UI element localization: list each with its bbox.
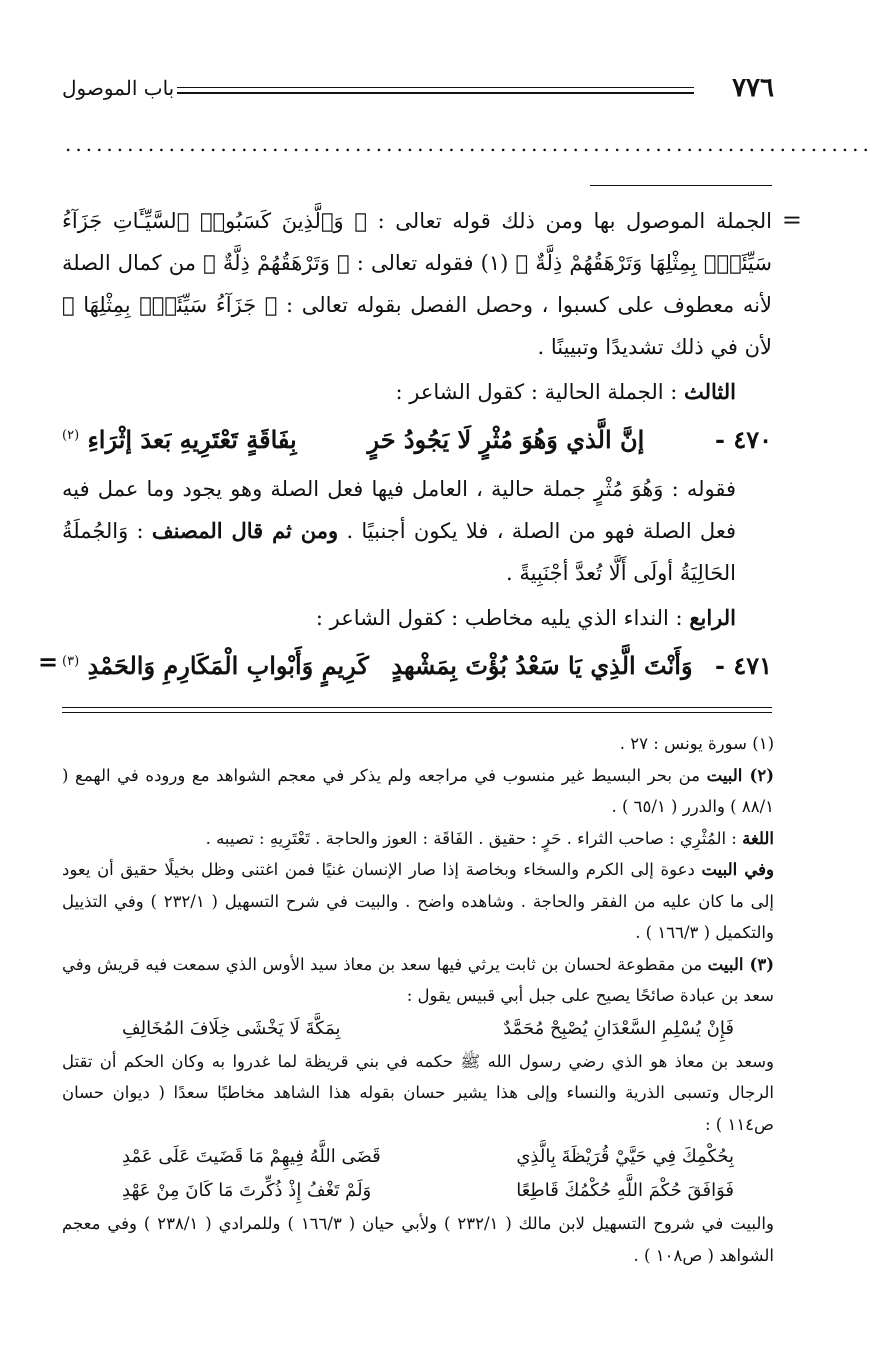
short-rule <box>590 185 772 186</box>
explanation-text-a: فقوله : وَهُوَ مُثْرٍ جملة حالية ، العامل فيها فعل الصلة وهو يجود وما عمل فيه فعل الصلة فهو من الصلة ، فلا يكون أجنبيًا . <box>62 477 736 543</box>
verse-471-footnote-ref: (٣) <box>62 654 80 669</box>
verse-471-second-hemistich <box>62 640 369 688</box>
footnote-3 <box>62 949 774 1012</box>
footnote-3-text: من مقطوعة لحسان بن ثابت يرثي فيها سعد بن معاذ سيد الأوس الذي سمعت فيه قريش وفي سعد بن عبادة صائحًا يصيح على جبل أبي قبيس يقول : <box>62 954 774 1005</box>
footnote-verse-a-first: فَإِنْ يُسْلِمِ السَّعْدَانِ يُصْبِحْ مُحَمَّدٌ <box>503 1017 734 1039</box>
footnote-2-text: من بحر البسيط غير منسوب في مراجعه ولم يذكر في معجم الشواهد مع وروده في الهمع ( ٨٨/١ ) والدرر ( ٦٥/١ ) . <box>62 765 774 816</box>
verse-471 <box>38 640 772 688</box>
fourth-case-heading <box>62 598 772 638</box>
explanation-bold: ومن ثم قال المصنف <box>151 518 339 543</box>
footnote-2-commentary <box>62 854 774 949</box>
verse-470-footnote-ref: (٢) <box>62 428 80 443</box>
page-number: ٧٧٦ <box>732 73 774 103</box>
third-case-text: : الجملة الحالية : كقول الشاعر : <box>395 380 684 404</box>
chapter-title: باب الموصول <box>62 76 175 100</box>
verse-470-second-text: بِفَاقَةٍ تَعْتَرِيهِ بَعدَ إثْرَاءِ <box>87 425 297 454</box>
footnote-verse-b-first: بِحُكْمِكَ فِي حَيَّيْ قُرَيْظَةَ بِالَّذِي <box>516 1146 734 1167</box>
lexicon-label: اللغة <box>742 828 774 848</box>
verse-471-number: ٤٧١ - <box>715 651 772 680</box>
verse-471-first-hemistich: وَأَنْتَ الَّذِي يَا سَعْدُ بُؤْتَ بِمَشْهدٍ <box>391 651 693 680</box>
main-text <box>38 200 802 694</box>
footnote-verse-a <box>62 1012 774 1046</box>
footnote-verse-c-first: فَوَافَقَ حُكْمَ اللَّهِ حُكْمُكَ قَاطِعًا <box>516 1180 734 1201</box>
lexicon-text: : المُثْرِي : صاحب الثراء . حَرٍ : حقيق . الفَاقَة : العوز والحاجة . تَعْتَرِيهِ : تصيبه . <box>205 828 743 848</box>
verse-470-first-hemistich: إنَّ الَّذي وَهُوَ مُثْرٍ لَا يَجُودُ حَرٍ <box>367 425 645 454</box>
footnotes <box>62 728 774 1271</box>
footnote-2 <box>62 760 774 823</box>
footnote-3-continued: وسعد بن معاذ هو الذي رضي رسول الله ﷺ حكمه في بني قريظة لما غدروا به وكان الحكم أن تقتل الرجال وتسبى الذرية والنساء وإلى هذا يشير حسان بقوله هذا الشاهد مخاطبًا سعدًا ( ديوان حسان ص١١٤ ) : <box>62 1051 774 1134</box>
paragraph-explanation <box>62 468 772 594</box>
fourth-case-text: : النداء الذي يليه مخاطب : كقول الشاعر : <box>315 606 690 630</box>
footnote-2-lexicon <box>62 823 774 855</box>
dotted-separator: .............................................................................. <box>65 132 873 156</box>
fourth-case-label: الرابع <box>689 605 736 630</box>
footnote-verse-a-second: بِمَكَّةَ لَا يَخْشَى خِلَافَ المُخَالِفِ <box>122 1017 341 1039</box>
verse-471-continuation-mark: = <box>38 647 59 676</box>
footnote-3-references: والبيت في شروح التسهيل لابن مالك ( ٢٣٢/١ ) ولأبي حيان ( ١٦٦/٣ ) وللمرادي ( ٢٣٨/١ ) وفي معجم الشواهد ( ص١٠٨ ) . <box>62 1214 774 1265</box>
footnote-2-label: (٢) البيت <box>706 765 774 785</box>
footnote-verse-c <box>62 1174 774 1208</box>
footnote-verse-c-second: وَلَمْ تَغْفُ إِذْ ذُكِّرتَ مَا كَانَ مِنْ عَهْدِ <box>122 1180 372 1201</box>
commentary-label: وفي البيت <box>701 860 775 879</box>
footnote-separator <box>62 707 772 713</box>
header-rule <box>177 87 694 94</box>
continuation-mark: = <box>781 206 802 234</box>
verse-470-second-hemistich <box>62 414 297 462</box>
verse-470-number: ٤٧٠ - <box>715 425 772 454</box>
verse-470 <box>62 414 772 462</box>
footnote-3-label: (٣) البيت <box>707 954 775 974</box>
explanation-text-b: : وَالجُملَةُ الحَالِيَةُ أولَى أَلَّا تُعدَّ أجْنَبِيةً . <box>62 519 736 585</box>
paragraph-relative-clause: الجملة الموصول بها ومن ذلك قوله تعالى : ﴿ وَٱلَّذِينَ كَسَبُوا۟ ٱلسَّيِّـَٔاتِ جَزَآءُ سَيِّئَةٍۭ بِمِثْلِهَا وَتَرْهَقُهُمْ ذِلَّةٌ ﴾ (١) فقوله تعالى : ﴿ وَتَرْهَقُهُمْ ذِلَّةٌ ﴾ من كمال الصلة لأنه معطوف على كسبوا ، وحصل الفصل بقوله تعالى : ﴿ جَزَآءُ سَيِّئَةٍۭ بِمِثْلِهَا ﴾ لأن في ذلك تشديدًا وتبيينًا . <box>62 209 772 359</box>
third-case-heading <box>62 372 772 412</box>
footnote-1: (١) سورة يونس : ٢٧ . <box>619 734 774 753</box>
commentary-text: دعوة إلى الكرم والسخاء وبخاصة إذا صار الإنسان غنيًا فمن اغتنى وظل بخيلًا حقيق أن يعود إلى ما كان عليه من الفقر والحاجة . وشاهده واضح . والبيت في شرح التسهيل ( ٢٣٢/١ ) وفي التذييل والتكميل ( ١٦٦/٣ ) . <box>62 860 774 942</box>
third-case-label: الثالث <box>684 379 736 404</box>
page-header <box>62 70 774 106</box>
footnote-verse-b <box>62 1140 774 1174</box>
footnote-verse-b-second: قَضَى اللَّهُ فِيهِمْ مَا قَضَيتَ عَلَى عَمْدِ <box>122 1146 381 1167</box>
verse-471-second-text: كَرِيمٍ وَأَبْوابِ الْمَكَارِمِ وَالحَمْدِ <box>87 651 369 680</box>
